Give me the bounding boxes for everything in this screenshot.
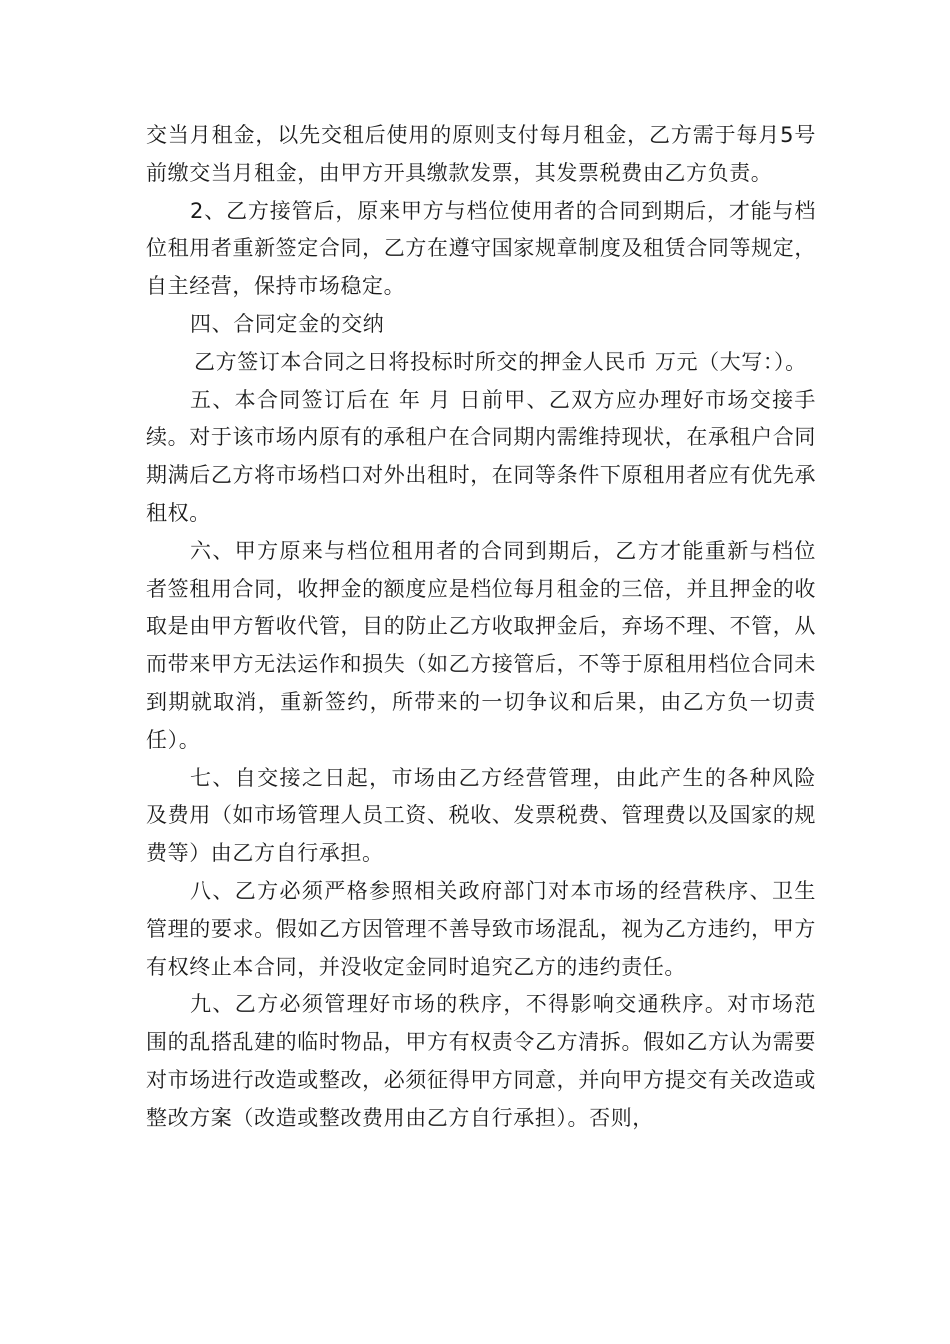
document-body — [146, 117, 816, 1138]
section-heading-deposit: 四、合同定金的交纳 — [190, 311, 385, 336]
paragraph-takeover-contract: 2、乙方接管后，原来甲方与档位使用者的合同到期后，才能与档位租用者重新签定合同，乙方在遵守国家规章制度及租赁合同等规定，自主经营，保持市场稳定。 — [146, 198, 816, 299]
paragraph-section-nine: 九、乙方必须管理好市场的秩序，不得影响交通秩序。对市场范围的乱搭乱建的临时物品，甲方有权责令乙方清拆。假如乙方认为需要对市场进行改造或整改，必须征得甲方同意，并向甲方提交有关改造或整改方案（改造或整改费用由乙方自行承担）。否则， — [146, 992, 816, 1130]
paragraph-rent-payment-continued: 交当月租金，以先交租后使用的原则支付每月租金，乙方需于每月5号前缴交当月租金，由甲方开具缴款发票，其发票税费由乙方负责。 — [146, 123, 816, 185]
paragraph-section-five: 五、本合同签订后在 年 月 日前甲、乙双方应办理好市场交接手续。对于该市场内原有的承租户在合同期内需维持现状，在承租户合同期满后乙方将市场档口对外出租时，在同等条件下原租用者应有优先承租权。 — [146, 387, 816, 525]
paragraph-section-eight: 八、乙方必须严格参照相关政府部门对本市场的经营秩序、卫生管理的要求。假如乙方因管理不善导致市场混乱，视为乙方违约，甲方有权终止本合同，并没收定金同时追究乙方的违约责任。 — [146, 878, 816, 979]
paragraph-deposit-amount: 乙方签订本合同之日将投标时所交的押金人民币 万元（大写：）。 — [194, 349, 807, 374]
paragraph-section-six: 六、甲方原来与档位租用者的合同到期后，乙方才能重新与档位者签租用合同，收押金的额度应是档位每月租金的三倍，并且押金的收取是由甲方暂收代管，目的防止乙方收取押金后，弃场不理、不管，从而带来甲方无法运作和损失（如乙方接管后，不等于原租用档位合同未到期就取消，重新签约，所带来的一切争议和后果，由乙方负一切责任）。 — [146, 538, 816, 752]
paragraph-section-seven: 七、自交接之日起，市场由乙方经营管理，由此产生的各种风险及费用（如市场管理人员工资、税收、发票税费、管理费以及国家的规费等）由乙方自行承担。 — [146, 765, 816, 866]
